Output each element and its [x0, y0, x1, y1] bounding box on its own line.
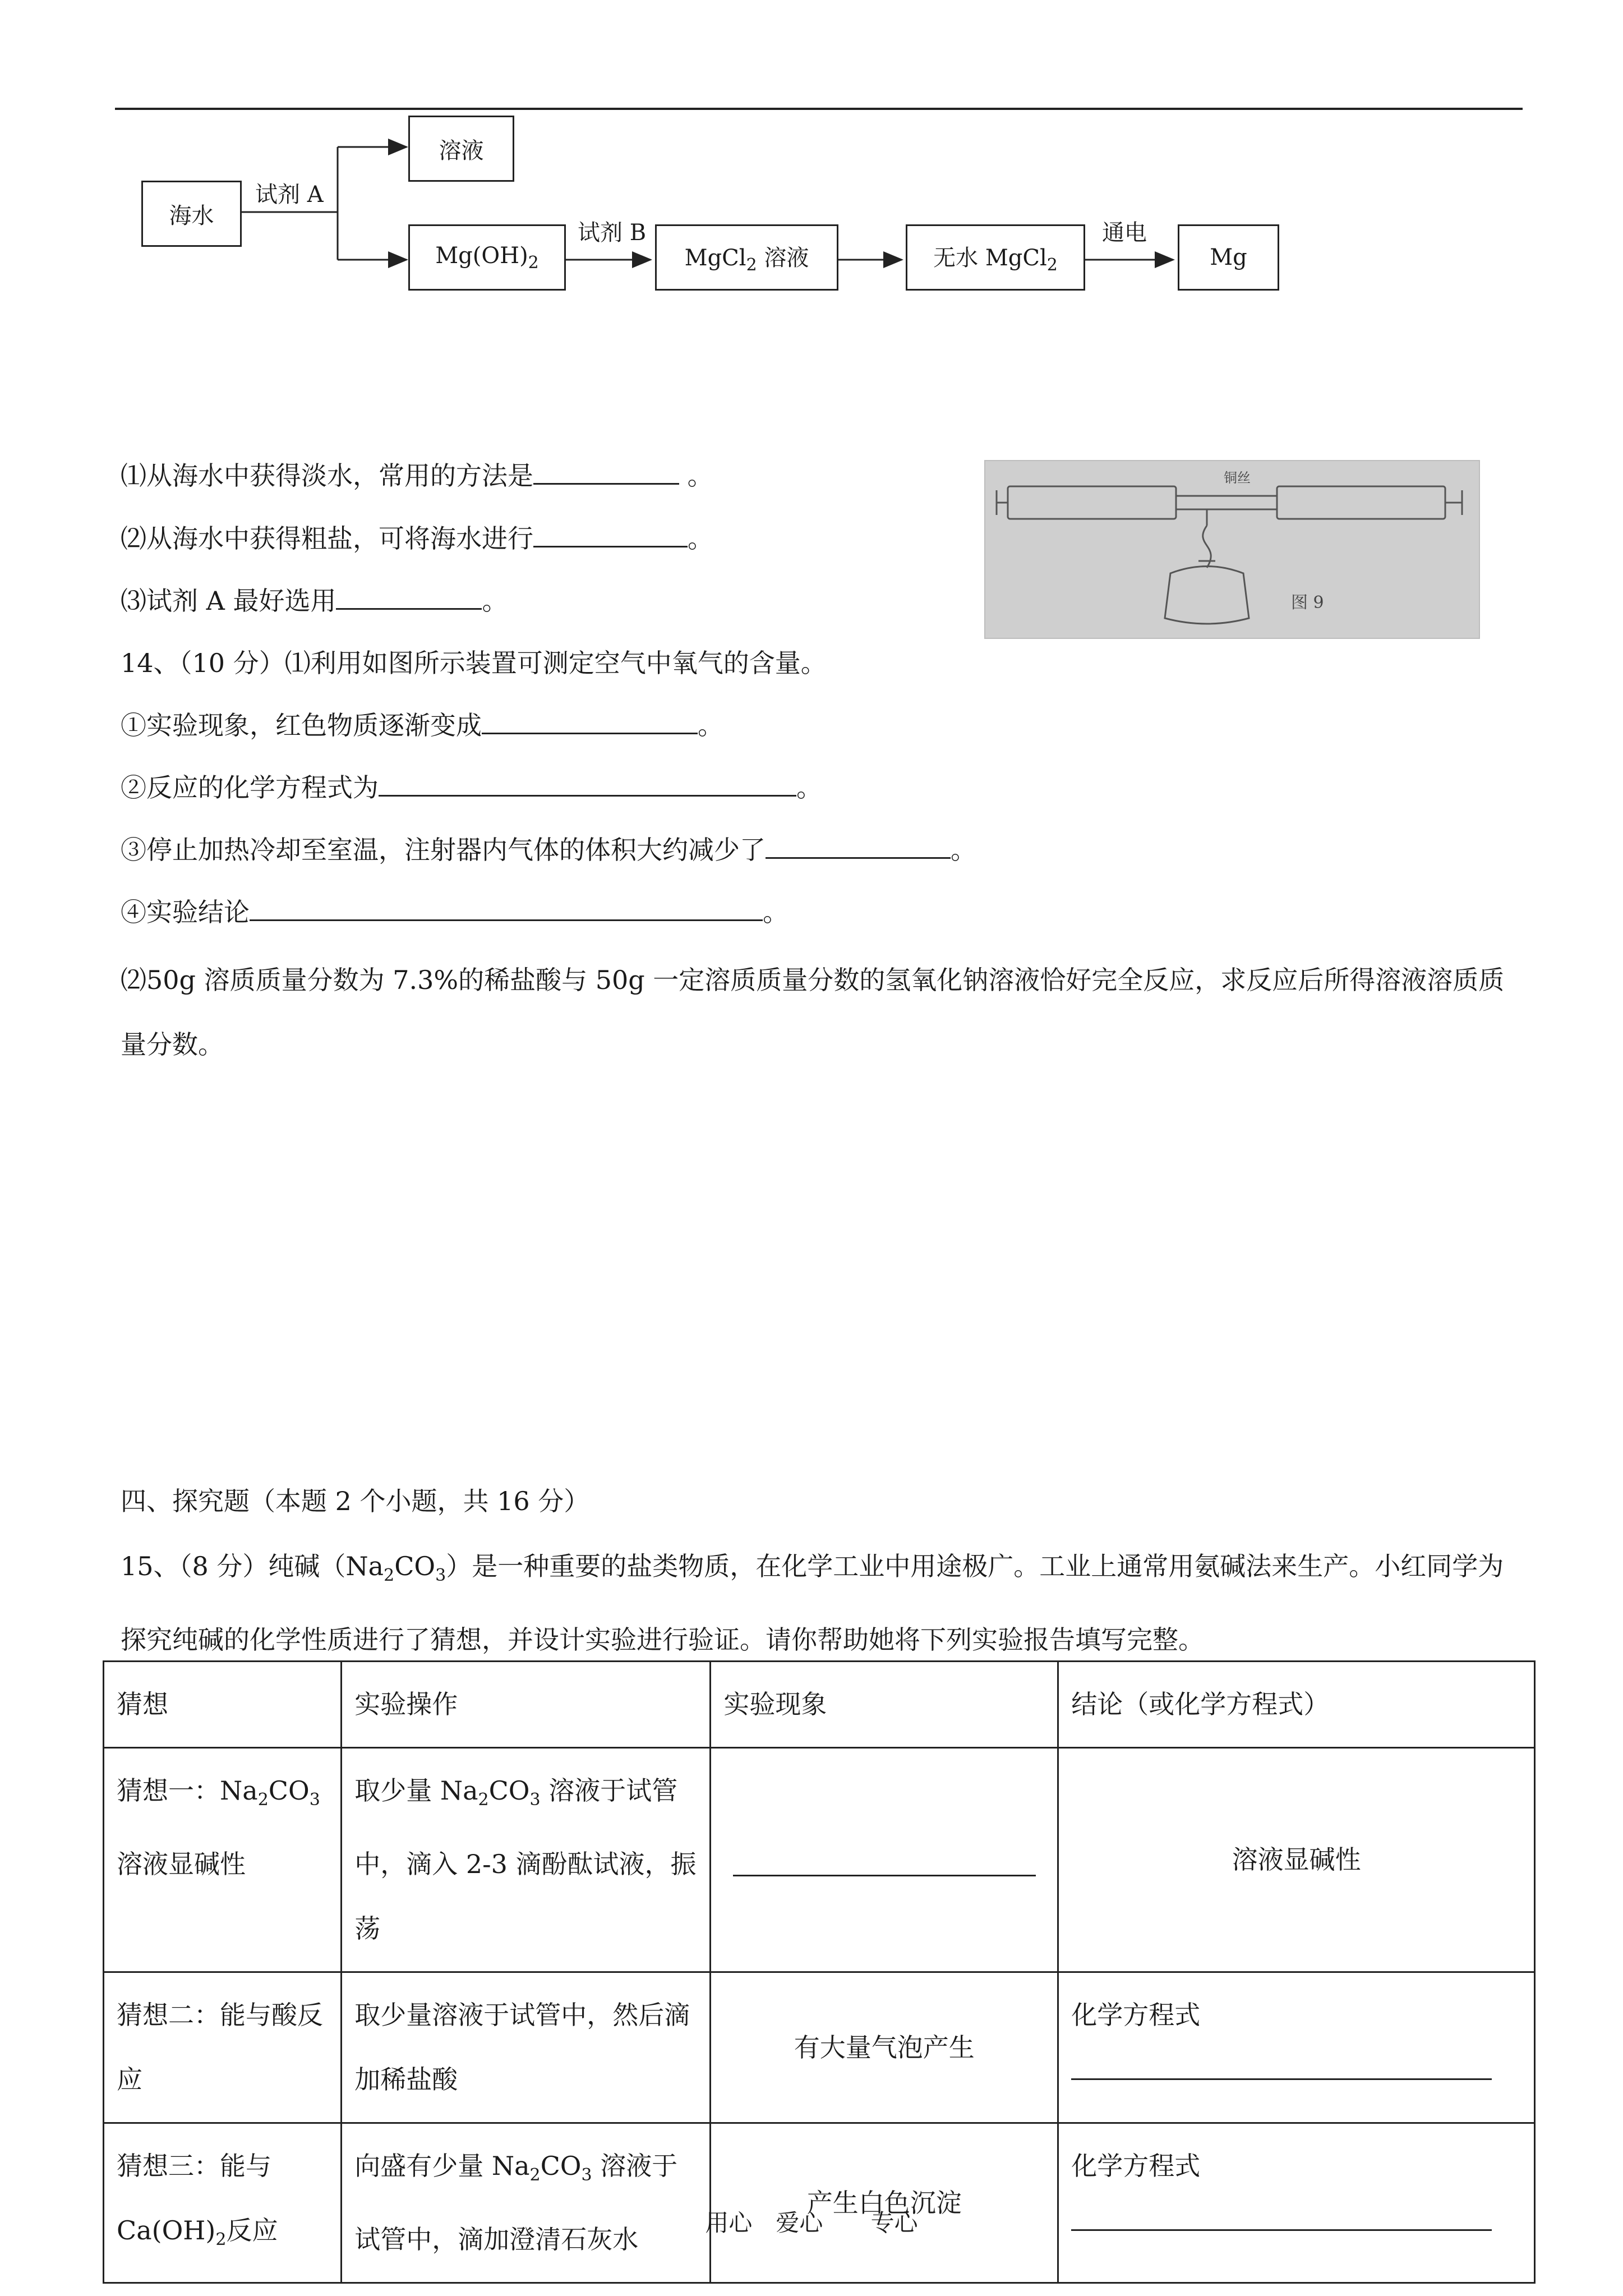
figure-caption: 图 9 [1291, 593, 1324, 613]
table-row [104, 1972, 1535, 2123]
guess-cell: 猜想一：$Na_2CO_3$ 溶液显碱性 [104, 1748, 342, 1972]
conclusion-cell: 溶液显碱性 [1058, 1748, 1535, 1972]
answer-blank[interactable] [1071, 2047, 1492, 2080]
flow-box-solution: 溶液 [408, 116, 514, 182]
q15-intro: 15、（8 分）纯碱$(Na_2CO_3)$是一种重要的盐类物质，在化学工业中用途极广。工业上通常用氨碱法来生产。小红同学为探究纯碱的化学性质进行了猜想，并设计实验进行验证。请你帮助她将下列实验报告填写完整。 [121, 1551, 1504, 1655]
guess-cell: 猜想二：能与酸反应 [104, 1972, 342, 2123]
flow-box-mg: Mg [1178, 224, 1279, 291]
experiment-report-table [103, 1660, 1536, 2284]
guess-cell: 猜想三：能与 $Ca(OH)_2$反应 [104, 2123, 342, 2283]
operation-cell: 取少量溶液于试管中，然后滴加稀盐酸 [342, 1972, 711, 2123]
q13-part1: ⑴从海水中获得淡水，常用的方法是 。 [121, 455, 713, 493]
q14-step4: ④实验结论 。 [121, 892, 789, 929]
answer-blank[interactable] [533, 520, 688, 547]
operation-cell: 向盛有少量 $Na_2CO_3$ 溶液于试管中，滴加澄清石灰水 [342, 2123, 711, 2283]
syringe-burner-drawing [985, 461, 1479, 638]
page-footer: 用心 爱心 专心 [705, 2209, 918, 2237]
answer-blank[interactable] [733, 1844, 1036, 1876]
flow-label-electrolysis: 通电 [1102, 220, 1147, 246]
q13-part3: ⑶试剂 A 最好选用 。 [121, 581, 508, 618]
answer-blank[interactable] [336, 582, 482, 610]
phenomenon-cell: 产生白色沉淀 [711, 2123, 1058, 2283]
q14-step2: ②反应的化学方程式为 。 [121, 767, 822, 804]
table-header-cell: 实验操作 [342, 1662, 711, 1748]
table-row [104, 2123, 1535, 2283]
flow-box-anhydrous-mgcl2: 无水 MgCl$_2$ [906, 224, 1085, 291]
q13-part2: ⑵从海水中获得粗盐，可将海水进行 。 [121, 518, 713, 555]
flow-box-seawater: 海水 [141, 181, 242, 247]
flow-label-reagent-a: 试剂 A [255, 182, 324, 208]
answer-blank[interactable] [379, 769, 796, 797]
answer-blank[interactable] [482, 707, 698, 734]
q14-step3: ③停止加热冷却至室温，注射器内气体的体积大约减少了 。 [121, 830, 976, 867]
q14-step1: ①实验现象，红色物质逐渐变成 。 [121, 705, 723, 742]
apparatus-figure [984, 460, 1480, 639]
operation-cell: 取少量 $Na_2CO_3$ 溶液于试管中，滴入 2-3 滴酚酞试液，振荡 [342, 1748, 711, 1972]
table-header-cell: 结论（或化学方程式） [1058, 1662, 1535, 1748]
table-header-cell: 猜想 [104, 1662, 342, 1748]
conclusion-cell: 化学方程式 [1058, 1972, 1535, 2123]
conclusion-cell: 化学方程式 [1058, 2123, 1535, 2283]
q14-part2: ⑵50g 溶质质量分数为 7.3%的稀盐酸与 50g 一定溶质质量分数的氢氧化钠溶液恰好完全反应，求反应后所得溶液溶质质量分数。 [121, 965, 1505, 1060]
flow-box-mgoh2: $Mg(OH)_2$ [408, 224, 566, 291]
figure-label-copper: 铜丝 [1224, 470, 1251, 486]
phenomenon-cell: 有大量气泡产生 [711, 1972, 1058, 2123]
section4-title: 四、探究题（本题 2 个小题，共 16 分） [121, 1486, 590, 1516]
flow-box-mgcl2-solution: MgCl$_2$ 溶液 [655, 224, 838, 291]
table-row [104, 1748, 1535, 1972]
table-header-cell: 实验现象 [711, 1662, 1058, 1748]
flow-label-reagent-b: 试剂 B [578, 220, 647, 246]
answer-blank[interactable] [250, 894, 763, 921]
phenomenon-cell [711, 1748, 1058, 1972]
q14-header: 14、（10 分）⑴利用如图所示装置可测定空气中氧气的含量。 [121, 648, 827, 678]
answer-blank[interactable] [533, 457, 679, 485]
answer-blank[interactable] [766, 831, 951, 859]
table-header-row [104, 1662, 1535, 1748]
